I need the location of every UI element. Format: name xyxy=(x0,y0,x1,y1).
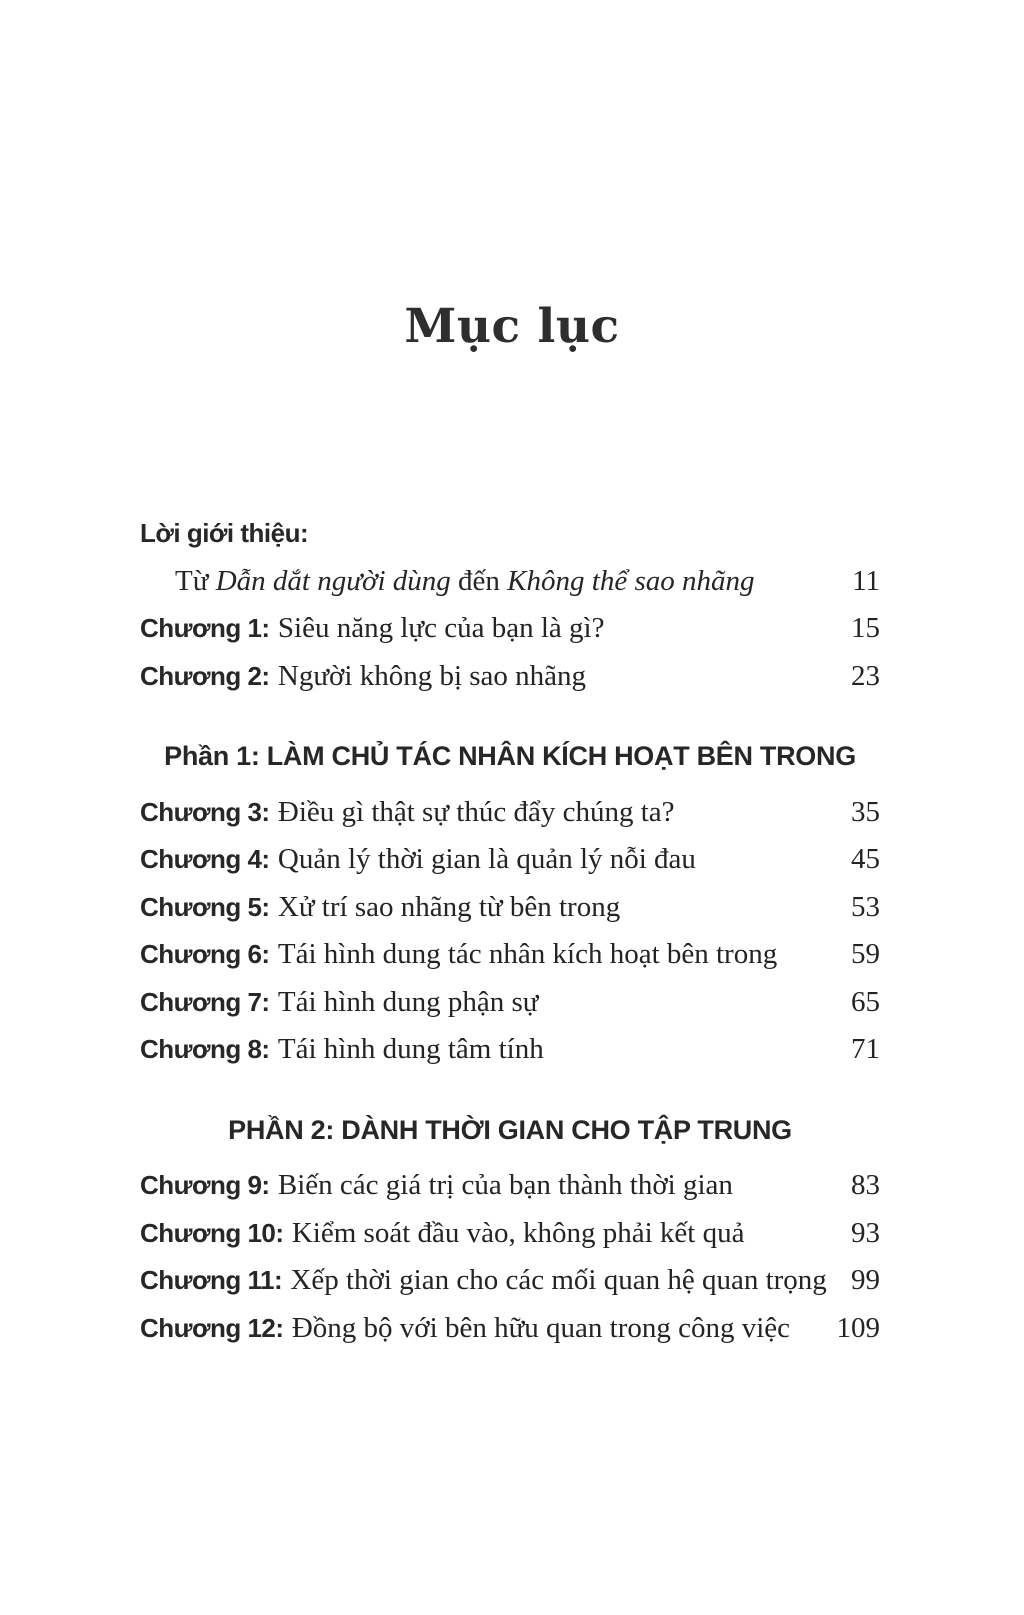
chapter-title: Người không bị sao nhãng xyxy=(277,659,587,692)
chapter-title: Tái hình dung tâm tính xyxy=(277,1033,544,1065)
toc-entry-chapter-7 xyxy=(140,981,880,1029)
chapter-label: Chương 3: xyxy=(140,796,270,827)
chapter-title: Kiểm soát đầu vào, không phải kết quả xyxy=(291,1216,745,1249)
page-number: 45 xyxy=(851,843,880,875)
toc-entry-chapter-10 xyxy=(140,1212,880,1260)
toc-entry-chapter-4 xyxy=(140,838,880,886)
page-number: 53 xyxy=(851,890,880,923)
page-number: 65 xyxy=(851,985,880,1018)
table-of-contents xyxy=(140,512,880,1354)
part-2-heading: PHẦN 2: DÀNH THỜI GIAN CHO TẬP TRUNG xyxy=(228,1114,792,1145)
chapter-title: Điều gì thật sự thúc đẩy chúng ta? xyxy=(277,795,675,828)
chapter-label: Chương 1: xyxy=(140,613,270,643)
chapter-label: Chương 8: xyxy=(140,1034,270,1064)
chapter-label: Chương 2: xyxy=(140,660,270,691)
chapter-label: Chương 11: xyxy=(140,1265,283,1295)
page-number: 23 xyxy=(851,659,880,692)
chapter-title: Tái hình dung phận sự xyxy=(277,985,539,1018)
toc-entry-chapter-2 xyxy=(140,655,880,703)
chapter-title: Biến các giá trị của bạn thành thời gian xyxy=(277,1169,733,1201)
toc-intro-entry xyxy=(140,560,880,608)
toc-entry-chapter-12 xyxy=(140,1307,880,1355)
page-number: 99 xyxy=(851,1264,880,1296)
intro-heading: Lời giới thiệu: xyxy=(140,518,309,548)
intro-book-title-2: Không thể sao nhãng xyxy=(507,564,755,597)
page-number: 35 xyxy=(851,795,880,828)
intro-book-title-1: Dẫn dắt người dùng xyxy=(215,564,451,597)
chapter-label: Chương 7: xyxy=(140,986,270,1017)
chapter-label: Chương 12: xyxy=(140,1312,284,1343)
page-number: 109 xyxy=(836,1311,880,1344)
page-number: 11 xyxy=(852,564,880,597)
chapter-label: Chương 9: xyxy=(140,1170,270,1200)
chapter-label: Chương 10: xyxy=(140,1217,284,1248)
toc-entry-chapter-6 xyxy=(140,933,880,981)
chapter-title: Quản lý thời gian là quản lý nỗi đau xyxy=(277,843,696,875)
page-number: 71 xyxy=(851,1033,880,1065)
toc-entry-chapter-8 xyxy=(140,1028,880,1076)
chapter-label: Chương 5: xyxy=(140,891,270,922)
intro-prefix: Từ xyxy=(175,564,216,597)
toc-entry-chapter-3 xyxy=(140,791,880,839)
intro-connector: đến xyxy=(450,564,508,597)
toc-entry-chapter-5 xyxy=(140,886,880,934)
page-number: 83 xyxy=(851,1169,880,1201)
toc-entry-chapter-11 xyxy=(140,1259,880,1307)
part-1-heading: Phần 1: LÀM CHỦ TÁC NHÂN KÍCH HOẠT BÊN TRONG xyxy=(164,741,856,771)
chapter-title: Xử trí sao nhãng từ bên trong xyxy=(277,890,621,923)
page-title: Mục lục xyxy=(404,299,620,354)
toc-entry-chapter-1 xyxy=(140,607,880,655)
page-number: 93 xyxy=(851,1216,880,1249)
chapter-label: Chương 6: xyxy=(140,939,270,969)
toc-entry-chapter-9 xyxy=(140,1164,880,1212)
page-number: 15 xyxy=(851,612,880,644)
chapter-label: Chương 4: xyxy=(140,844,270,874)
chapter-title: Đồng bộ với bên hữu quan trong công việc xyxy=(291,1311,791,1344)
page-number: 59 xyxy=(851,938,880,970)
chapter-title: Siêu năng lực của bạn là gì? xyxy=(277,612,605,644)
toc-intro-heading-row xyxy=(140,512,880,560)
chapter-title: Xếp thời gian cho các mối quan hệ quan trọng xyxy=(290,1264,827,1296)
chapter-title: Tái hình dung tác nhân kích hoạt bên trong xyxy=(277,938,778,970)
